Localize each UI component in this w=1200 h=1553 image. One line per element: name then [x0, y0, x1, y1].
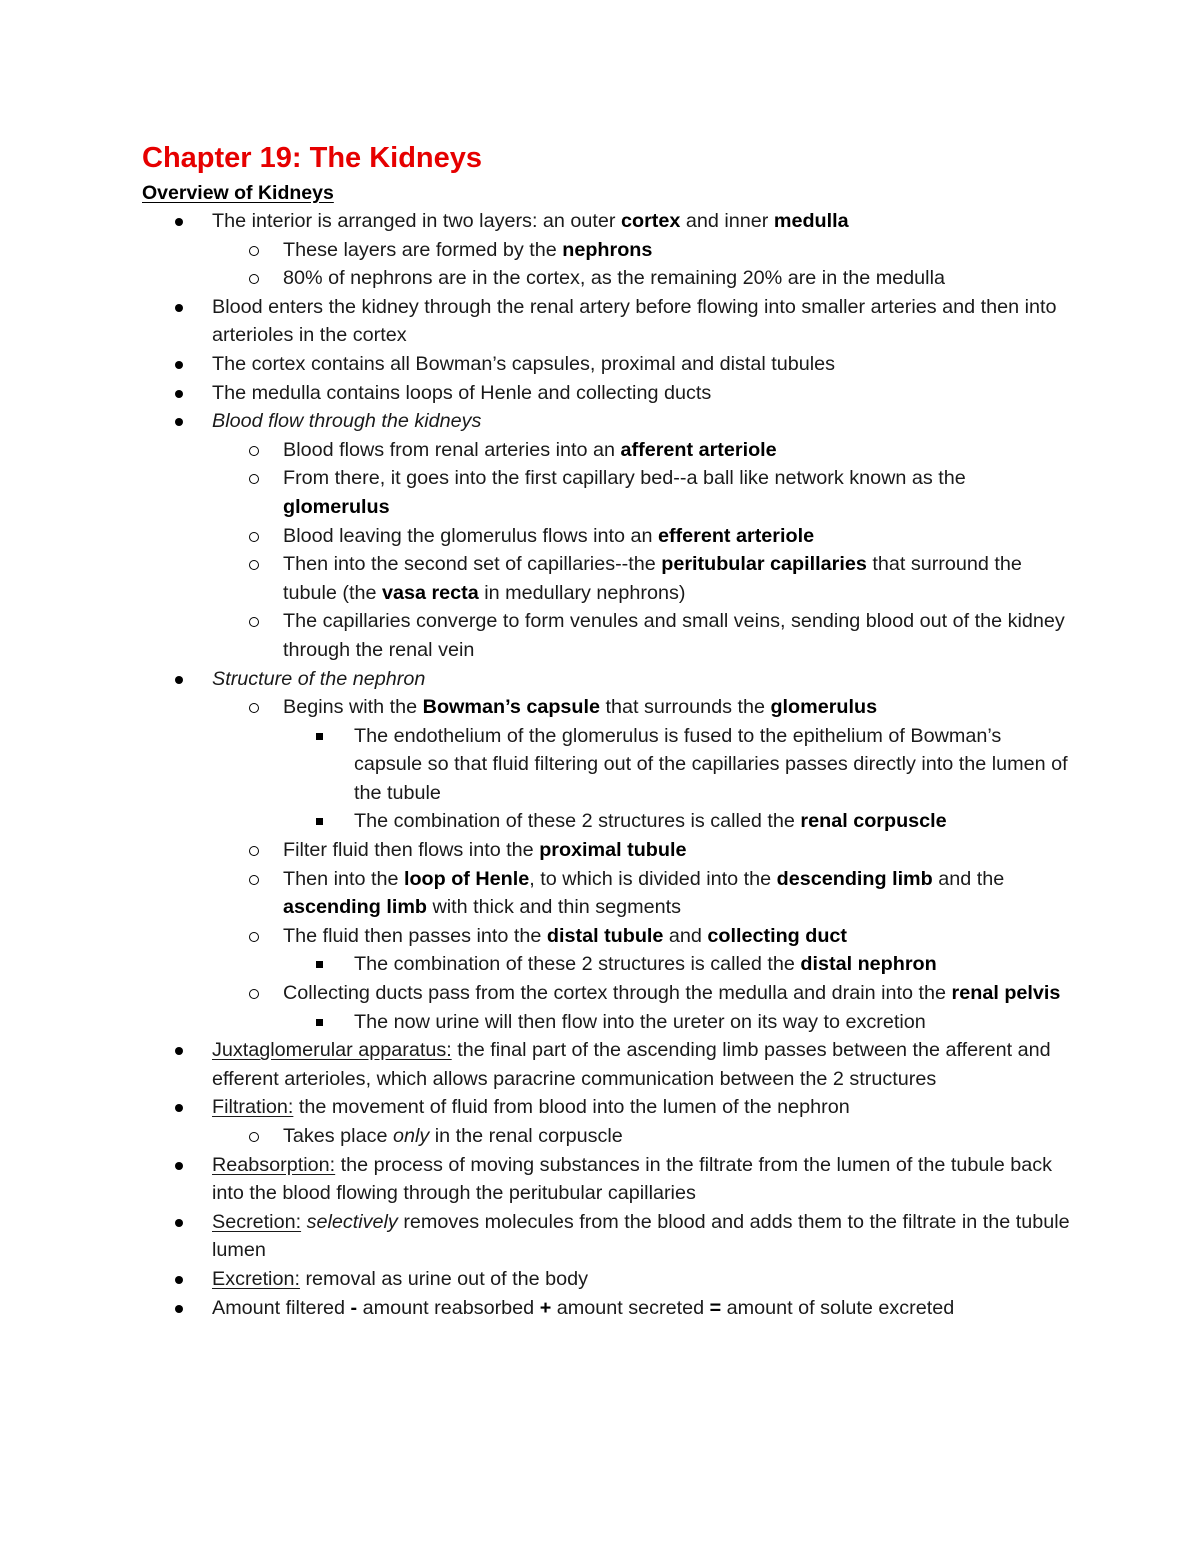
- list-item-text: [354, 1011, 926, 1033]
- text-run: Begins with the: [283, 696, 423, 719]
- list-item: [142, 665, 1072, 694]
- text-run: amount reabsorbed: [357, 1296, 540, 1319]
- text-run: removes molecules from the blood and adds them to the filtrate in the tubule lumen: [212, 1210, 1070, 1262]
- list-item-text: [283, 267, 945, 289]
- text-run: and the: [932, 867, 1005, 890]
- text-run: Collecting ducts pass from the cortex through the medulla and drain into the: [283, 982, 952, 1005]
- text-run: The endothelium of the glomerulus is fused to the epithelium of Bowman’s capsule so that fluid filtering out of the capillaries passes directly into the lumen of the tubule: [354, 724, 1068, 804]
- bold-term: ascending limb: [283, 896, 427, 919]
- text-run: Amount filtered: [212, 1296, 351, 1319]
- list-item-text: [212, 1211, 1070, 1262]
- list-item: [142, 1151, 1072, 1208]
- list-item-text: [212, 1268, 588, 1290]
- text-run: the final part of the ascending limb passes between the afferent and efferent arterioles, which allows paracrine communication between the 2 structures: [212, 1039, 1051, 1090]
- bold-term: loop of Henle: [403, 867, 530, 890]
- list-item: [142, 293, 1072, 350]
- text-run: The cortex contains all Bowman’s capsules, proximal and distal tubules: [212, 352, 836, 375]
- bold-term: peritubular capillaries: [661, 553, 867, 576]
- text-run: These layers are formed by the: [283, 238, 563, 261]
- text-run: The combination of these 2 structures is called the: [354, 953, 801, 976]
- bold-term: cortex: [621, 210, 681, 232]
- bold-term: -: [350, 1296, 358, 1319]
- list-item-text: [283, 439, 777, 461]
- list-item-text: [212, 1096, 850, 1118]
- text-run: Blood leaving the glomerulus flows into an: [283, 524, 658, 547]
- list-item-text: [283, 925, 847, 947]
- text-run: with thick and thin segments: [427, 896, 681, 919]
- text-run: 80% of nephrons are in the cortex, as the remaining 20% are in the medulla: [283, 267, 945, 290]
- text-run: Filter fluid then flows into the: [283, 839, 540, 862]
- text-run: The fluid then passes into the: [283, 924, 547, 947]
- underlined-term: Secretion:: [212, 1210, 302, 1233]
- list-item: [142, 1008, 1072, 1037]
- list-item: [142, 865, 1072, 922]
- list-item: [142, 693, 1072, 722]
- list-item: [142, 836, 1072, 865]
- text-run: The interior is arranged in two layers: an outer: [212, 210, 622, 232]
- list-item: [142, 922, 1072, 951]
- bold-term: vasa recta: [381, 581, 479, 604]
- italic-text: Blood flow through the kidneys: [212, 410, 482, 433]
- list-item-text: [212, 382, 711, 404]
- bold-term: collecting duct: [707, 924, 848, 947]
- bold-term: =: [709, 1296, 722, 1319]
- list-item: [142, 350, 1072, 379]
- list-item-text: [212, 296, 1057, 347]
- bold-term: glomerulus: [283, 495, 390, 518]
- list-item-text: [283, 239, 652, 261]
- list-item-text: [283, 839, 686, 861]
- italic-text: only: [392, 1125, 430, 1147]
- list-item-text: [212, 1154, 1052, 1205]
- list-item-text: [212, 410, 481, 432]
- text-run: and inner: [680, 210, 774, 232]
- bold-term: medulla: [773, 210, 849, 232]
- list-item-text: [212, 1039, 1051, 1090]
- list-item-text: [283, 982, 1060, 1004]
- italic-text: Structure of the nephron: [212, 667, 426, 690]
- list-item-text: [283, 525, 814, 547]
- bold-term: renal corpuscle: [800, 810, 947, 833]
- list-item: [142, 264, 1072, 293]
- bold-term: nephrons: [562, 238, 653, 261]
- list-item: [142, 464, 1072, 521]
- underlined-term: Reabsorption:: [212, 1153, 336, 1176]
- list-item: [142, 379, 1072, 408]
- list-item: [142, 979, 1072, 1008]
- text-run: Blood enters the kidney through the renal artery before flowing into smaller arteries and then into arterioles in the cortex: [212, 295, 1057, 347]
- list-item: [142, 807, 1072, 836]
- text-run: Then into the second set of capillaries--the: [283, 553, 662, 576]
- list-item-text: [283, 610, 1065, 661]
- text-run: in medullary nephrons): [478, 581, 686, 604]
- text-run: amount of solute excreted: [721, 1296, 955, 1319]
- list-item: [142, 950, 1072, 979]
- text-run: Takes place: [283, 1125, 393, 1147]
- list-item: [142, 522, 1072, 551]
- text-run: Blood flows from renal arteries into an: [283, 438, 621, 461]
- text-run: removal as urine out of the body: [299, 1267, 589, 1290]
- list-item-text: [283, 467, 966, 518]
- list-item-text: [283, 696, 877, 718]
- list-item: [142, 1265, 1072, 1294]
- bold-term: descending limb: [776, 867, 933, 890]
- bold-term: Bowman’s capsule: [422, 696, 601, 719]
- text-run: the process of moving substances in the filtrate from the lumen of the tubule back into the blood flowing through the peritubular capillaries: [212, 1153, 1053, 1205]
- text-run: and: [663, 924, 708, 947]
- list-item: [142, 550, 1072, 607]
- list-item-text: [354, 953, 937, 975]
- text-run: From there, it goes into the first capillary bed--a ball like network known as the: [283, 467, 966, 490]
- list-item-text: [212, 353, 835, 375]
- underlined-term: Filtration:: [212, 1096, 294, 1119]
- underlined-term: Juxtaglomerular apparatus:: [212, 1039, 452, 1062]
- text-run: amount secreted: [551, 1296, 710, 1319]
- list-item: [142, 1093, 1072, 1122]
- text-run: that surround the tubule (the: [283, 553, 1022, 604]
- list-item: [142, 1208, 1072, 1265]
- list-item-text: [212, 1297, 954, 1319]
- page-title: Chapter 19: The Kidneys: [142, 142, 483, 174]
- bold-term: proximal tubule: [539, 839, 687, 862]
- text-run: in the renal corpuscle: [429, 1125, 623, 1147]
- notes-outline: [142, 207, 1072, 1322]
- list-item: [142, 1036, 1072, 1093]
- list-item-text: [212, 210, 849, 232]
- text-run: the movement of fluid from blood into the lumen of the nephron: [293, 1096, 850, 1119]
- list-item: [142, 607, 1072, 664]
- list-item-text: [283, 553, 1022, 604]
- text-run: that surrounds the: [600, 696, 771, 719]
- bold-term: efferent arteriole: [657, 524, 815, 547]
- section-heading: Overview of Kidneys: [142, 182, 334, 204]
- text-run: The combination of these 2 structures is called the: [354, 810, 801, 833]
- text-run: The capillaries converge to form venules and small veins, sending blood out of the kidney through the renal vein: [283, 610, 1065, 661]
- italic-text: selectively: [306, 1210, 398, 1233]
- list-item-text: [283, 1125, 623, 1147]
- bold-term: afferent arteriole: [620, 438, 777, 461]
- text-run: , to which is divided into the: [529, 867, 777, 890]
- text-run: Then into the: [283, 867, 404, 890]
- underlined-term: Excretion:: [212, 1267, 300, 1290]
- list-item-text: [354, 810, 947, 832]
- list-item: [142, 236, 1072, 265]
- list-item: [142, 207, 1072, 236]
- text-run: The now urine will then flow into the ureter on its way to excretion: [354, 1010, 926, 1033]
- bold-term: distal nephron: [800, 953, 937, 976]
- list-item: [142, 407, 1072, 436]
- bold-term: renal pelvis: [951, 982, 1061, 1005]
- list-item-text: [283, 868, 1004, 919]
- list-item: [142, 1294, 1072, 1323]
- list-item-text: [354, 725, 1068, 804]
- bold-term: +: [539, 1296, 552, 1319]
- bold-term: glomerulus: [770, 696, 878, 719]
- text-run: The medulla contains loops of Henle and collecting ducts: [212, 381, 712, 404]
- list-item: [142, 436, 1072, 465]
- list-item-text: [212, 668, 425, 690]
- list-item: [142, 722, 1072, 808]
- list-item: [142, 1122, 1072, 1151]
- bold-term: distal tubule: [546, 924, 664, 947]
